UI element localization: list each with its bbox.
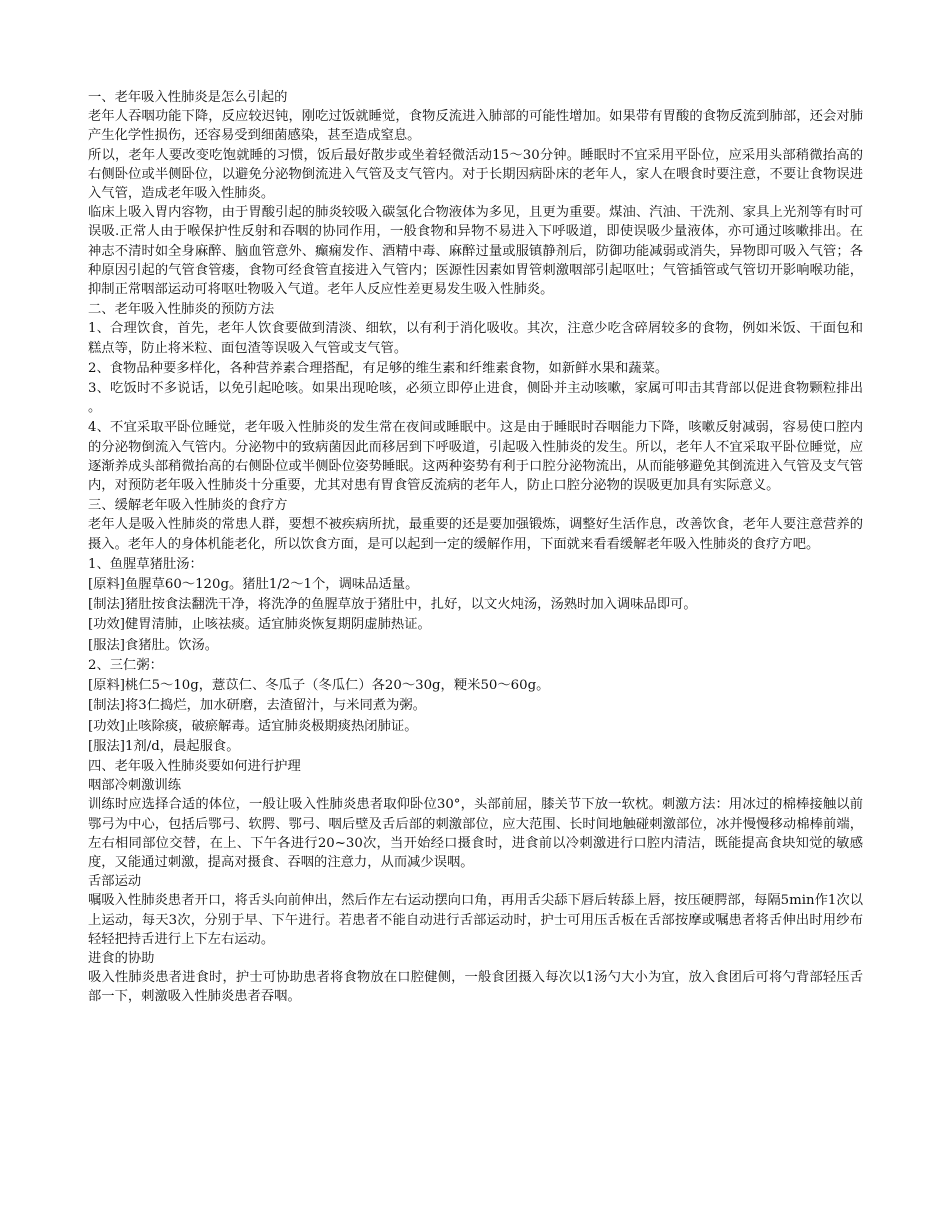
- recipe-title: 2、三仁粥：: [88, 657, 163, 673]
- section-heading-causes: 一、老年吸入性肺炎是怎么引起的: [88, 90, 288, 105]
- subheading-feeding-assistance: 进食的协助: [88, 950, 155, 966]
- paragraph: 嘱吸入性肺炎患者开口，将舌头向前伸出，然后作左右运动摆向口角，再用舌尖舔下唇后转舔上唇，按压硬腭部，每隔5min作1次以上运动，每天3次，分别于早、下午进行。若患者不能自动进行舌部运动时，护士可用压舌板在舌部按摩或嘱患者将舌伸出时用纱布轻轻把持舌进行上下左右运动。: [88, 893, 863, 947]
- section-heading-diet-therapy: 三、缓解老年吸入性肺炎的食疗方: [88, 498, 288, 514]
- recipe-ingredients: [原料]桃仁5～10g，薏苡仁、冬瓜子（冬瓜仁）各20～30g，粳米50～60g。: [88, 678, 550, 694]
- recipe-method: [制法]猪肚按食法翻洗干净，将洗净的鱼腥草放于猪肚中，扎好，以文火炖汤，汤熟时加入调味品即可。: [88, 597, 697, 613]
- paragraph: 训练时应选择合适的体位，一般让吸入性肺炎患者取仰卧位30°，头部前屈，膝关节下放一软枕。刺激方法：用冰过的棉棒接触以前鄂弓为中心，包括后鄂弓、软腭、鄂弓、咽后壁及舌后部的刺激部位，应大范围、长时间地触碰刺激部位，冰并慢慢移动棉棒前端，左右相同部位交替，在上、下午各进行20~30次，当开始经口摄食时，进食前以冷刺激进行口腔内清洁，既能提高食块知觉的敏感度，又能通过刺激，提高对摄食、吞咽的注意力，从而减少误咽。: [88, 797, 863, 870]
- list-item: 4、不宜采取平卧位睡觉，老年吸入性肺炎的发生常在夜间或睡眠中。这是由于睡眠时吞咽能力下降，咳嗽反射减弱，容易使口腔内的分泌物倒流入气管内。分泌物中的致病菌因此而移居到下呼吸道，引起吸入性肺炎的发生。所以，老年人不宜采取平卧位睡觉，应逐渐养成头部稍微抬高的右侧卧位或半侧卧位姿势睡眠。这两种姿势有利于口腔分泌物流出，从而能够避免其倒流进入气管及支气管内，对预防老年吸入性肺炎十分重要，尤其对患有胃食管反流病的老年人，防止口腔分泌物的误吸更加具有实际意义。: [88, 420, 863, 494]
- recipe-ingredients: [原料]鱼腥草60～120g。猪肚1/2～1个，调味品适量。: [88, 577, 419, 593]
- recipe-title: 1、鱼腥草猪肚汤：: [88, 556, 203, 572]
- paragraph: 吸入性肺炎患者进食时，护士可协助患者将食物放在口腔健侧，一般食团摄入每次以1汤勺大小为宜，放入食团后可将勺背部轻压舌部一下，刺激吸入性肺炎患者吞咽。: [88, 970, 863, 1005]
- paragraph: 所以，老年人要改变吃饱就睡的习惯，饭后最好散步或坐着轻微活动15～30分钟。睡眠时不宜采用平卧位，应采用头部稍微抬高的右侧卧位或半侧卧位，以避免分泌物倒流进入气管及支气管内。对于长期因病卧床的老年人，家人在喂食时要注意，不要让食物误进入气管，造成老年吸入性肺炎。: [88, 147, 863, 202]
- subheading-throat-cold-stimulation: 咽部冷刺激训练: [88, 778, 182, 794]
- section-heading-prevention: 二、老年吸入性肺炎的预防方法: [88, 302, 275, 318]
- recipe-effect: [功效]止咳除痰，破瘀解毒。适宜肺炎极期痰热闭肺证。: [88, 718, 418, 734]
- paragraph: 老年人是吸入性肺炎的常患人群，要想不被疾病所扰，最重要的还是要加强锻炼，调整好生活作息，改善饮食，老年人要注意营养的摄入。老年人的身体机能老化，所以饮食方面，是可以起到一定的缓解作用，下面就来看看缓解老年吸入性肺炎的食疗方吧。: [88, 517, 863, 552]
- document-body: [88, 88, 863, 1007]
- recipe-usage: [服法]食猪肚。饮汤。: [88, 637, 219, 653]
- paragraph: 老年人吞咽功能下降，反应较迟钝，刚吃过饭就睡觉，食物反流进入肺部的可能性增加。如果带有胃酸的食物反流到肺部，还会对肺产生化学性损伤，还容易受到细菌感染，甚至造成窒息。: [88, 109, 863, 144]
- list-item: 3、吃饭时不多说话，以免引起呛咳。如果出现呛咳，必须立即停止进食，侧卧并主动咳嗽，家属可叩击其背部以促进食物颗粒排出。: [88, 381, 863, 416]
- list-item: 2、食物品种要多样化，各种营养素合理搭配，有足够的维生素和纤维素食物，如新鲜水果和蔬菜。: [88, 360, 669, 376]
- subheading-tongue-exercise: 舌部运动: [88, 874, 142, 890]
- paragraph: 临床上吸入胃内容物，由于胃酸引起的肺炎较吸入碳氢化合物液体为多见，且更为重要。煤油、汽油、干洗剂、家具上光剂等有时可误吸.正常人由于喉保护性反射和吞咽的协同作用，一般食物和异物不易进入下呼吸道，即使误吸少量液体，亦可通过咳嗽排出。在神志不清时如全身麻醉、脑血管意外、癫痫发作、酒精中毒、麻醉过量或服镇静剂后，防御功能减弱或消失，异物即可吸入气管；各种原因引起的气管食管瘘，食物可经食管直接进入气管内；医源性因素如胃管刺激咽部引起呕吐；气管插管或气管切开影响喉功能，抑制正常咽部运动可将呕吐物吸入气道。老年人反应性差更易发生吸入性肺炎。: [88, 205, 863, 298]
- recipe-effect: [功效]健胃清肺，止咳祛痰。适宜肺炎恢复期阴虚肺热证。: [88, 617, 431, 633]
- list-item: 1、合理饮食，首先，老年人饮食要做到清淡、细软，以有利于消化吸收。其次，注意少吃含碎屑较多的食物，例如米饭、干面包和糕点等，防止将米粒、面包渣等误吸入气管或支气管。: [88, 321, 863, 356]
- section-heading-nursing: 四、老年吸入性肺炎要如何进行护理: [88, 758, 301, 774]
- recipe-method: [制法]将3仁捣烂，加水研磨，去渣留汁，与米同煮为粥。: [88, 698, 426, 714]
- recipe-usage: [服法]1剂/d，晨起服食。: [88, 738, 240, 754]
